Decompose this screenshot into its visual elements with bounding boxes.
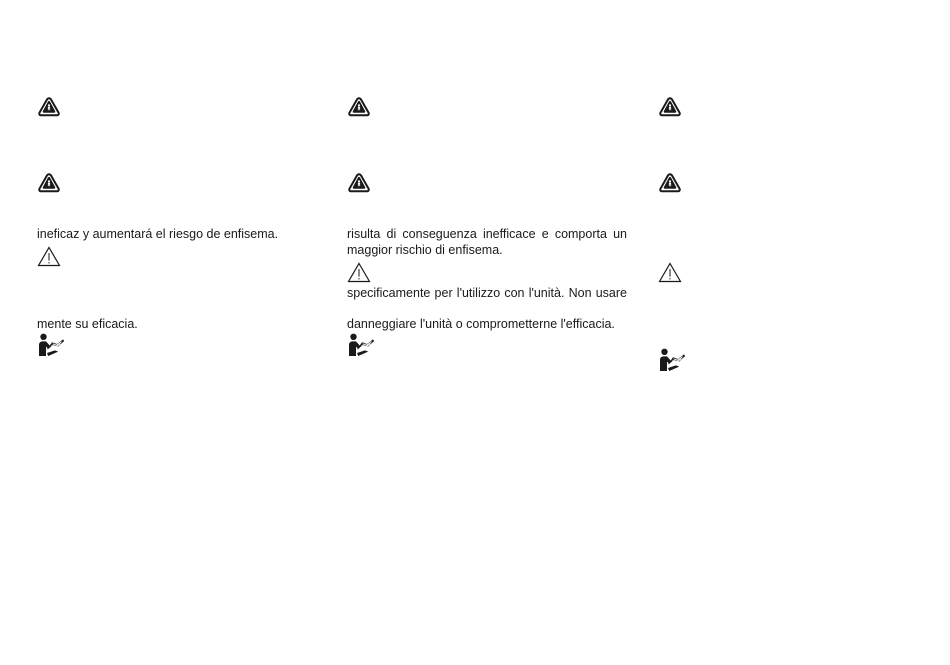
warning-triangle-icon bbox=[658, 261, 682, 283]
column-spanish bbox=[37, 0, 327, 665]
column-italian bbox=[347, 0, 629, 665]
warning-text: risulta di conseguenza inefficace e comporta un maggior rischio di enfisema. bbox=[347, 227, 627, 257]
read-manual-icon bbox=[658, 348, 686, 372]
instruction-text: specificamente per l'utilizzo con l'unità. Non usare bbox=[347, 286, 627, 300]
instruction-text: mente su eficacia. bbox=[37, 317, 138, 331]
read-manual-icon bbox=[37, 333, 65, 357]
warning-triangle-icon bbox=[347, 261, 371, 283]
child-safety-triangle-icon bbox=[347, 96, 371, 118]
child-safety-triangle-icon bbox=[658, 172, 682, 194]
instruction-text: danneggiare l'unità o comprometterne l'efficacia. bbox=[347, 317, 615, 331]
warning-text: ineficaz y aumentará el riesgo de enfisema. bbox=[37, 227, 279, 241]
child-safety-triangle-icon bbox=[37, 172, 61, 194]
child-safety-triangle-icon bbox=[37, 96, 61, 118]
column-third bbox=[658, 0, 948, 665]
child-safety-triangle-icon bbox=[347, 172, 371, 194]
child-safety-triangle-icon bbox=[658, 96, 682, 118]
warning-triangle-icon bbox=[37, 245, 61, 267]
read-manual-icon bbox=[347, 333, 375, 357]
